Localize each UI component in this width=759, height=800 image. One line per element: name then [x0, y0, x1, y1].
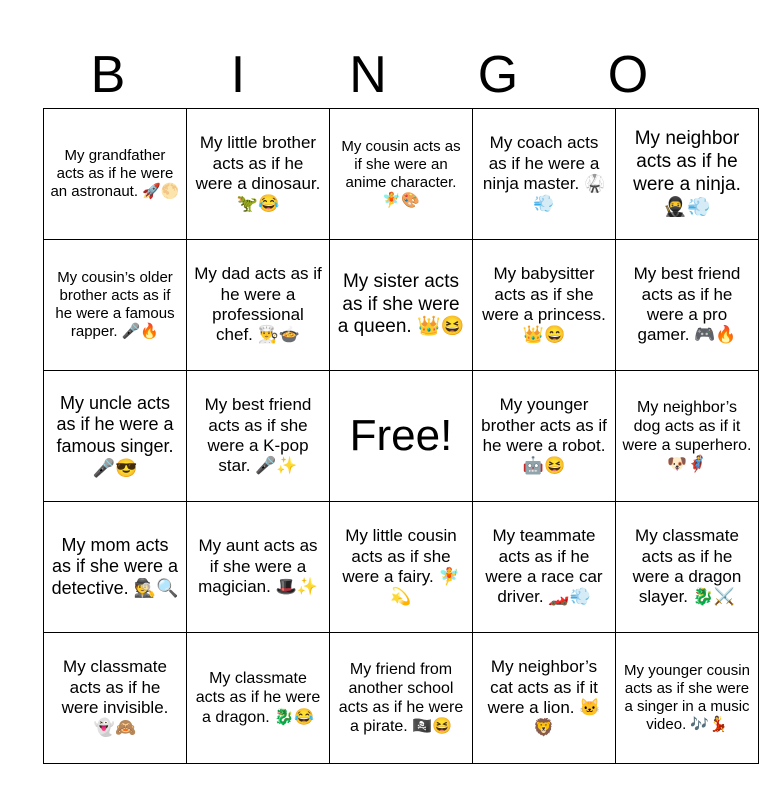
board-row — [44, 240, 759, 371]
header-letter-o: O — [607, 46, 649, 104]
header-letter-i: I — [230, 46, 246, 104]
board-row — [44, 633, 759, 764]
bingo-cell[interactable]: My classmate acts as if he were invisible. 👻🙈 — [44, 633, 187, 764]
bingo-cell[interactable]: My classmate acts as if he were a dragon slayer. 🐉⚔️ — [616, 502, 759, 633]
board-row — [44, 371, 759, 502]
bingo-cell[interactable]: My dad acts as if he were a professional chef. 👨‍🍳🍲 — [187, 240, 330, 371]
bingo-cell[interactable]: My neighbor’s dog acts as if it were a superhero. 🐶🦸 — [616, 371, 759, 502]
bingo-cell[interactable]: My classmate acts as if he were a dragon. 🐉😂 — [187, 633, 330, 764]
bingo-cell[interactable]: My little brother acts as if he were a dinosaur. 🦖😂 — [187, 109, 330, 240]
bingo-cell[interactable]: My best friend acts as if he were a pro gamer. 🎮🔥 — [616, 240, 759, 371]
bingo-cell[interactable]: My neighbor’s cat acts as if it were a lion. 🐱🦁 — [473, 633, 616, 764]
bingo-cell[interactable]: My teammate acts as if he were a race car driver. 🏎️💨 — [473, 502, 616, 633]
bingo-cell[interactable]: My aunt acts as if she were a magician. 🎩✨ — [187, 502, 330, 633]
bingo-cell[interactable]: My uncle acts as if he were a famous singer. 🎤😎 — [44, 371, 187, 502]
bingo-cell[interactable]: My neighbor acts as if he were a ninja. 🥷💨 — [616, 109, 759, 240]
bingo-cell[interactable]: My friend from another school acts as if he were a pirate. 🏴‍☠️😆 — [330, 633, 473, 764]
bingo-cell[interactable]: My mom acts as if she were a detective. 🕵️🔍 — [44, 502, 187, 633]
bingo-cell[interactable]: My coach acts as if he were a ninja master. 🥋💨 — [473, 109, 616, 240]
header-letter-n: N — [349, 46, 387, 104]
bingo-cell[interactable]: My little cousin acts as if she were a fairy. 🧚💫 — [330, 502, 473, 633]
bingo-board — [43, 108, 759, 764]
board-row — [44, 502, 759, 633]
bingo-cell[interactable]: My sister acts as if she were a queen. 👑😆 — [330, 240, 473, 371]
bingo-cell[interactable]: My younger cousin acts as if she were a singer in a music video. 🎶💃 — [616, 633, 759, 764]
board-row — [44, 109, 759, 240]
bingo-cell[interactable]: My cousin’s older brother acts as if he were a famous rapper. 🎤🔥 — [44, 240, 187, 371]
bingo-cell[interactable]: My cousin acts as if she were an anime character. 🧚🎨 — [330, 109, 473, 240]
bingo-cell[interactable]: My babysitter acts as if she were a princess. 👑😄 — [473, 240, 616, 371]
header-letter-g: G — [477, 46, 519, 104]
bingo-cell[interactable]: My best friend acts as if she were a K-pop star. 🎤✨ — [187, 371, 330, 502]
bingo-cell[interactable]: My younger brother acts as if he were a robot. 🤖😆 — [473, 371, 616, 502]
bingo-header — [43, 42, 693, 108]
bingo-cell[interactable]: My grandfather acts as if he were an astronaut. 🚀🌕 — [44, 109, 187, 240]
free-space-cell[interactable]: Free! — [330, 371, 473, 502]
header-letter-b: B — [90, 46, 126, 104]
